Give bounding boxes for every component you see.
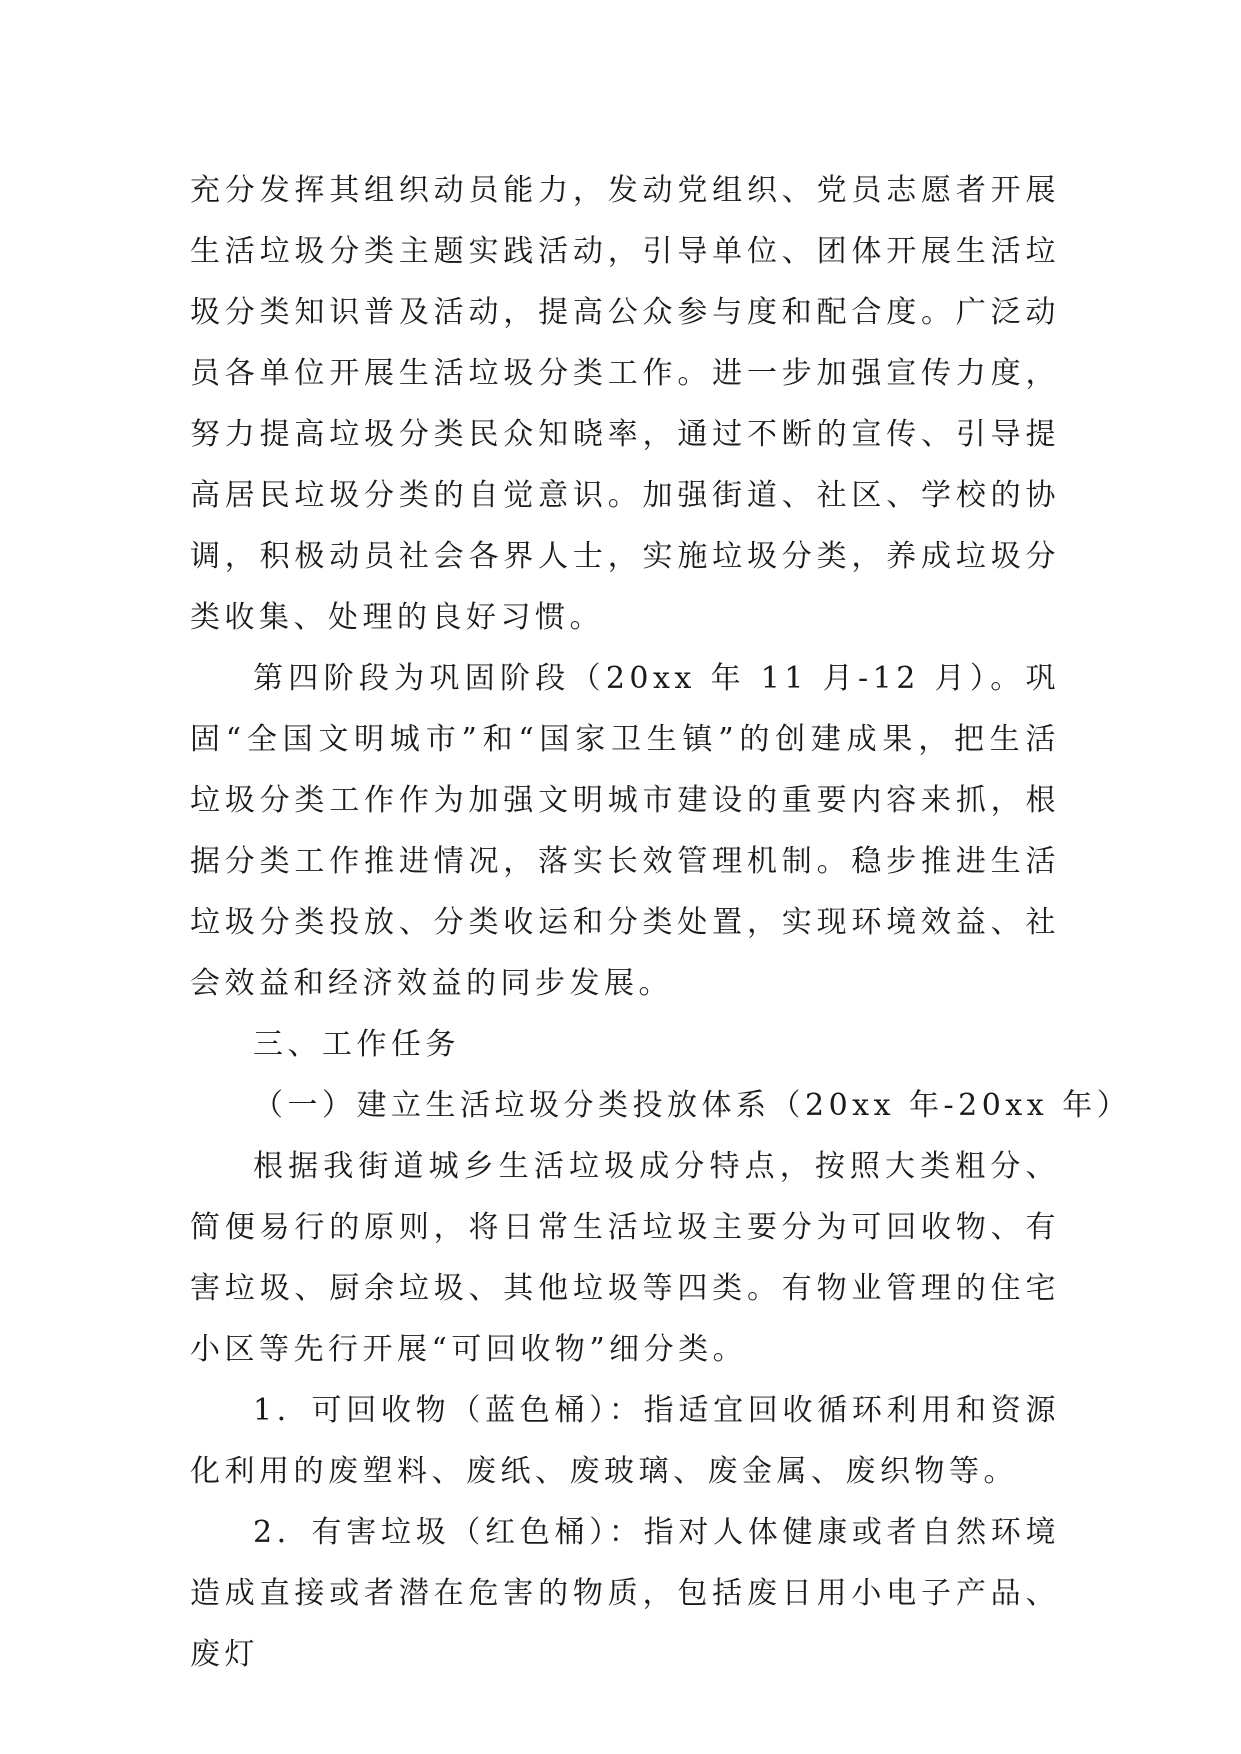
paragraph-classification: 根据我街道城乡生活垃圾成分特点，按照大类粗分、简便易行的原则，将日常生活垃圾主要分为可回收物、有害垃圾、厨余垃圾、其他垃圾等四类。有物业管理的住宅小区等先行开展“可回收物”细分类。 xyxy=(190,1149,1060,1367)
subsection-heading-sorting-system: （一）建立生活垃圾分类投放体系（20xx 年-20xx 年） xyxy=(253,1088,1132,1123)
document-body xyxy=(190,160,1132,1685)
list-item-hazardous-waste: 2．有害垃圾（红色桶）：指对人体健康或者自然环境造成直接或者潜在危害的物质，包括废日用小电子产品、废灯 xyxy=(190,1515,1060,1672)
paragraph-continuation: 充分发挥其组织动员能力，发动党组织、党员志愿者开展生活垃圾分类主题实践活动，引导单位、团体开展生活垃圾分类知识普及活动，提高公众参与度和配合度。广泛动员各单位开展生活垃圾分类工作。进一步加强宣传力度，努力提高垃圾分类民众知晓率，通过不断的宣传、引导提高居民垃圾分类的自觉意识。加强街道、社区、学校的协调，积极动员社会各界人士，实施垃圾分类，养成垃圾分类收集、处理的良好习惯。 xyxy=(190,173,1060,635)
list-item-recyclables: 1．可回收物（蓝色桶）：指适宜回收循环利用和资源化利用的废塑料、废纸、废玻璃、废金属、废织物等。 xyxy=(190,1393,1060,1489)
paragraph-stage-four: 第四阶段为巩固阶段（20xx 年 11 月-12 月）。巩固“全国文明城市”和“国家卫生镇”的创建成果，把生活垃圾分类工作作为加强文明城市建设的重要内容来抓，根据分类工作推进情况，落实长效管理机制。稳步推进生活垃圾分类投放、分类收运和分类处置，实现环境效益、社会效益和经济效益的同步发展。 xyxy=(190,661,1060,1001)
section-heading-work-tasks: 三、工作任务 xyxy=(253,1027,460,1062)
